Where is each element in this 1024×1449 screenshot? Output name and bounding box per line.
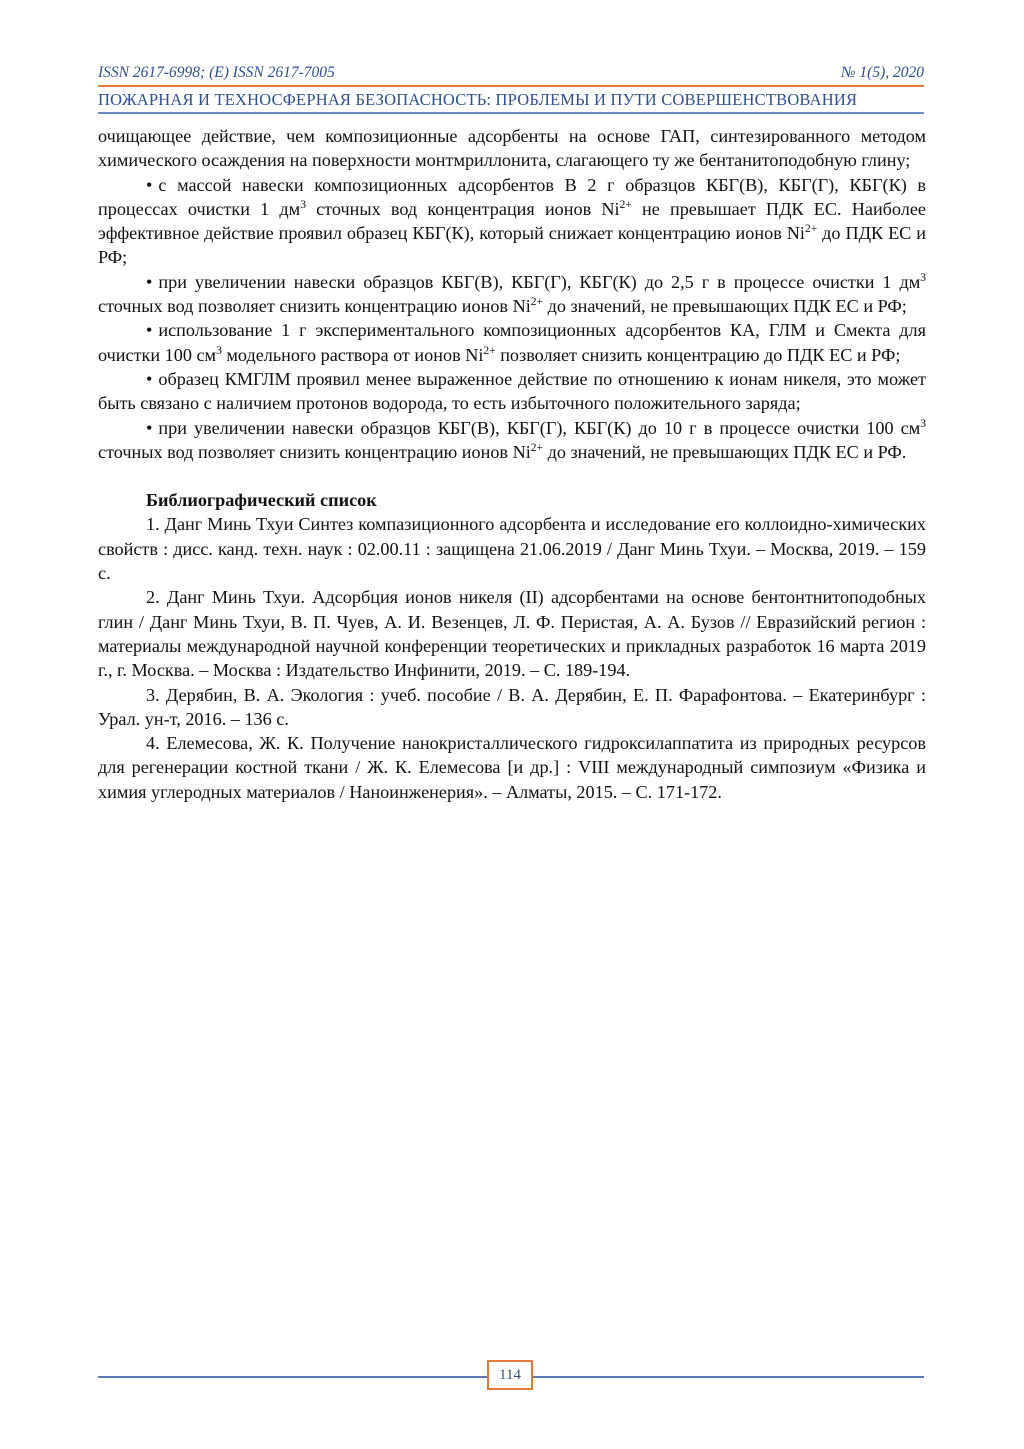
bibliography-item-3: 3. Дерябин, В. А. Экология : учеб. пособие / В. А. Дерябин, Е. П. Фарафонтова. – Екатеринбург : Урал. ун-т, 2016. – 136 с. [98, 684, 926, 729]
conclusion-bullet-3: • использование 1 г экспериментального композиционных адсорбентов КА, ГЛМ и Смекта для очистки 100 $см^3$ модельного раствора от ионов $Ni^{2+}$ позволяет снизить концентрацию до ПДК ЕС и РФ; [98, 320, 926, 365]
journal-title: ПОЖАРНАЯ И ТЕХНОСФЕРНАЯ БЕЗОПАСНОСТЬ: ПРОБЛЕМЫ И ПУТИ СОВЕРШЕНСТВОВАНИЯ [98, 90, 858, 109]
bullet-glyph: • [146, 271, 153, 292]
conclusion-bullet-1: • с массой навески композиционных адсорбентов В 2 г образцов КБГ(В), КБГ(Г), КБГ(К) в процессах очистки 1 $дм^3$ сточных вод концентрация ионов $Ni^{2+}$ не превышает ПДК ЕС. Наиболее эффективное действие проявил образец КБГ(К), который снижает концентрацию ионов $Ni^{2+}$ до ПДК ЕС и РФ; [98, 174, 927, 268]
section-spacer [98, 464, 926, 488]
bibliography-item-2: 2. Данг Минь Тхуи. Адсорбция ионов никеля (II) адсорбентами на основе бентонтнитоподобных глин / Данг Минь Тхуи, В. П. Чуев, А. И. Везенцев, Л. Ф. Перистая, А. А. Бузов // Евразийский регион : материалы международной научной конференции теоретических и прикладных разработок 16 марта 2019 г., г. Москва. – Москва : Издательство Инфинити, 2019. – С. 189-194. [98, 587, 926, 681]
issn-text: ISSN 2617-6998; (E) ISSN 2617-7005 [98, 64, 335, 81]
page-number-box [487, 1360, 533, 1390]
bullet-glyph: • [146, 174, 153, 195]
conclusion-bullet-2: • при увеличении навески образцов КБГ(В), КБГ(Г), КБГ(К) до 2,5 г в процессе очистки 1 $дм^3$ сточных вод позволяет снизить концентрацию ионов $Ni^{2+}$ до значений, не превышающих ПДК ЕС и РФ; [98, 271, 926, 317]
page-content [98, 124, 926, 804]
running-header [98, 64, 924, 114]
bibliography-item-1: 1. Данг Минь Тхуи Синтез компазиционного адсорбента и исследование его коллоидно-химических свойств : дисс. канд. техн. наук : 02.00.11 : защищена 21.06.2019 / Данг Минь Тхуи. – Москва, 2019. – 159 с. [98, 514, 926, 584]
issue-number: № 1(5), 2020 [840, 64, 924, 81]
conclusion-bullet-5: • при увеличении навески образцов КБГ(В), КБГ(Г), КБГ(К) до 10 г в процессе очистки 100 $см^3$ сточных вод позволяет снизить концентрацию ионов $Ni^{2+}$ до значений, не превышающих ПДК ЕС и РФ. [98, 417, 926, 462]
body-paragraph: очищающее действие, чем композиционные адсорбенты на основе ГАП, синтезированного методом химического осаждения на поверхности монтмриллонита, слагающего ту же бентанитоподобную глину; [98, 126, 926, 171]
bullet-glyph: • [146, 368, 153, 389]
page-number: 114 [499, 1366, 521, 1383]
conclusion-bullet-4: • образец КМГЛМ проявил менее выраженное действие по отношению к ионам никеля, это может быть связано с наличием протонов водорода, то есть избыточного положительного заряда; [98, 368, 926, 414]
bullet-glyph: • [146, 320, 153, 341]
header-blue-rule [98, 112, 924, 114]
bibliography-heading: Библиографический список [146, 490, 377, 511]
bibliography-item-4: 4. Елемесова, Ж. К. Получение нанокристаллического гидроксилаппатита из природных ресурсов для регенерации костной ткани / Ж. К. Елемесова [и др.] : VIII международный симпозиум «Физика и химия углеродных материалов / Наноинженерия». – Алматы, 2015. – С. 171-172. [98, 733, 926, 802]
header-orange-rule [98, 85, 924, 87]
header-meta-row [98, 64, 924, 82]
bullet-glyph: • [146, 417, 153, 438]
